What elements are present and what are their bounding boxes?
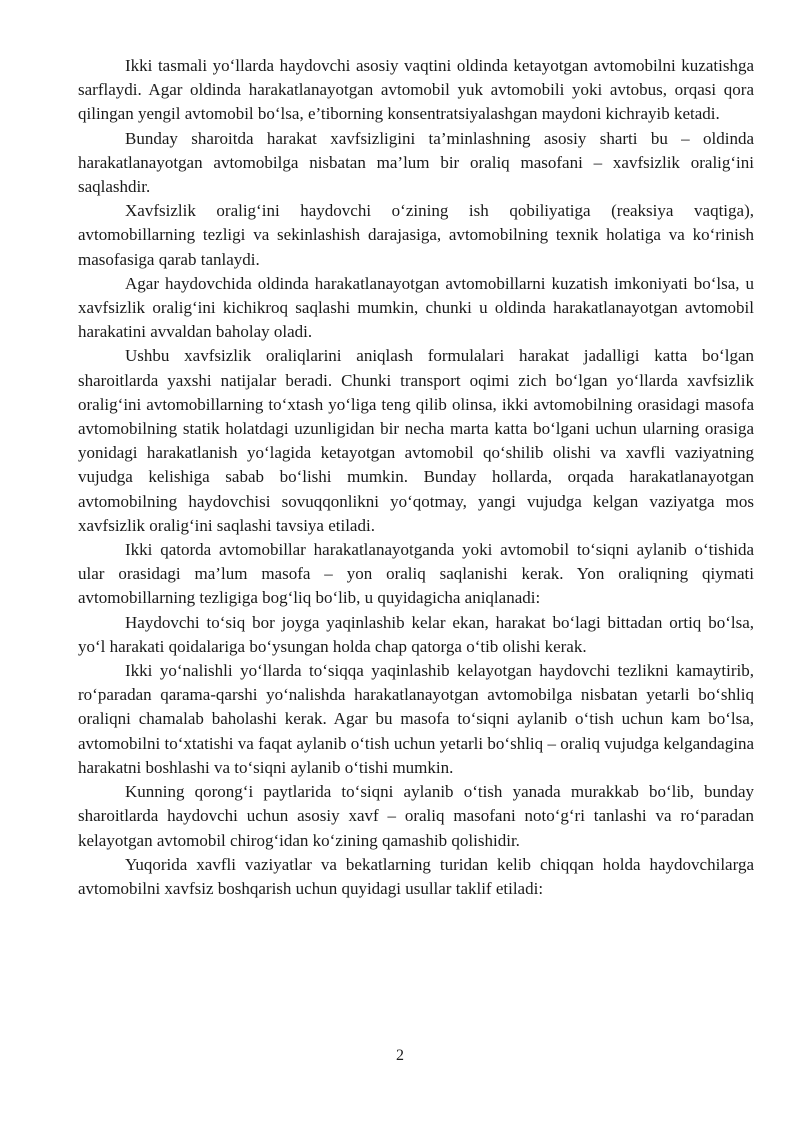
document-body [78, 54, 754, 901]
paragraph: Kunning qorong‘i paytlarida to‘siqni aylanib o‘tish yanada murakkab bo‘lib, bunday sharoitlarda haydovchi uchun asosiy xavf – oraliq masofani noto‘g‘ri tanlashi va ro‘paradan kelayotgan avtomobil chirog‘idan ko‘zining qamashib qolishidir. [78, 782, 754, 850]
paragraph: Yuqorida xavfli vaziyatlar va bekatlarning turidan kelib chiqqan holda haydovchilarga avtomobilni xavfsiz boshqarish uchun quyidagi usullar taklif etiladi: [78, 854, 754, 898]
page-number: 2 [396, 1047, 404, 1064]
paragraph: Ikki tasmali yo‘llarda haydovchi asosiy vaqtini oldinda ketayotgan avtomobilni kuzatishga sarflaydi. Agar oldinda harakatlanayotgan avtomobil yuk avtomobili yoki avtobus, orqasi qora qilingan yengil avtomobil bo‘lsa, e’tiborning konsentratsiyalashgan maydoni kichrayib ketadi. [78, 56, 754, 124]
paragraph: Agar haydovchida oldinda harakatlanayotgan avtomobillarni kuzatish imkoniyati bo‘lsa, u xavfsizlik oralig‘ini kichikroq saqlashi mumkin, chunki u oldinda harakatlanayotgan avtomobil harakatini avvaldan baholay oladi. [78, 273, 754, 342]
paragraph: Ushbu xavfsizlik oraliqlarini aniqlash formulalari harakat jadalligi katta bo‘lgan sharoitlarda yaxshi natijalar beradi. Chunki transport oqimi zich bo‘lgan yo‘llarda xavfsizlik oralig‘ini avtomobillarning to‘xtash yo‘liga teng qilib olinsa, ikki avtomobilning orasidagi masofa avtomobilning statik holatdagi uzunligidan bir necha marta katta bo‘lgani uchun ularning orasiga yonidagi harakatlanish yo‘lagida ketayotgan avtomobil qo‘shilib olishi va xavfli vaziyatning vujudga kelishiga sabab bo‘lishi mumkin. Bunday hollarda, orqada harakatlanayotgan avtomobilning haydovchisi sovuqqonlikni yo‘qotmay, yangi vujudga kelgan vaziyatga mos xavfsizlik oralig‘ini saqlashi tavsiya etiladi. [78, 346, 754, 535]
paragraph: Bunday sharoitda harakat xavfsizligini ta’minlashning asosiy sharti bu – oldinda harakatlanayotgan avtomobilga nisbatan ma’lum bir oraliq masofani – xavfsizlik oralig‘ini saqlashdir. [78, 128, 754, 197]
paragraph: Ikki qatorda avtomobillar harakatlanayotganda yoki avtomobil to‘siqni aylanib o‘tishida ular orasidagi ma’lum masofa – yon oraliq saqlanishi kerak. Yon oraliqning qiymati avtomobillarning tezligiga bog‘liq bo‘lib, u quyidagicha aniqlanadi: [78, 540, 754, 608]
paragraph: Ikki yo‘nalishli yo‘llarda to‘siqqa yaqinlashib kelayotgan haydovchi tezlikni kamaytirib, ro‘paradan qarama-qarshi yo‘nalishda harakatlanayotgan avtomobilga nisbatan yetarli bo‘shliq oraliqni chamalab baholashi kerak. Agar bu masofa to‘siqni aylanib o‘tish uchun kam bo‘lsa, avtomobilni to‘xtatishi va faqat aylanib o‘tish uchun yetarli bo‘shliq – oraliq vujudga kelgandagina harakatni boshlashi va to‘siqni aylanib o‘tishi mumkin. [78, 661, 754, 777]
paragraph: Haydovchi to‘siq bor joyga yaqinlashib kelar ekan, harakat bo‘lagi bittadan ortiq bo‘lsa, yo‘l harakati qoidalariga bo‘ysungan holda chap qatorga o‘tib olishi kerak. [78, 612, 754, 656]
paragraph: Xavfsizlik oralig‘ini haydovchi o‘zining ish qobiliyatiga (reaksiya vaqtiga), avtomobillarning tezligi va sekinlashish darajasiga, avtomobilning texnik holatiga va ko‘rinish masofasiga qarab tanlaydi. [78, 201, 754, 269]
